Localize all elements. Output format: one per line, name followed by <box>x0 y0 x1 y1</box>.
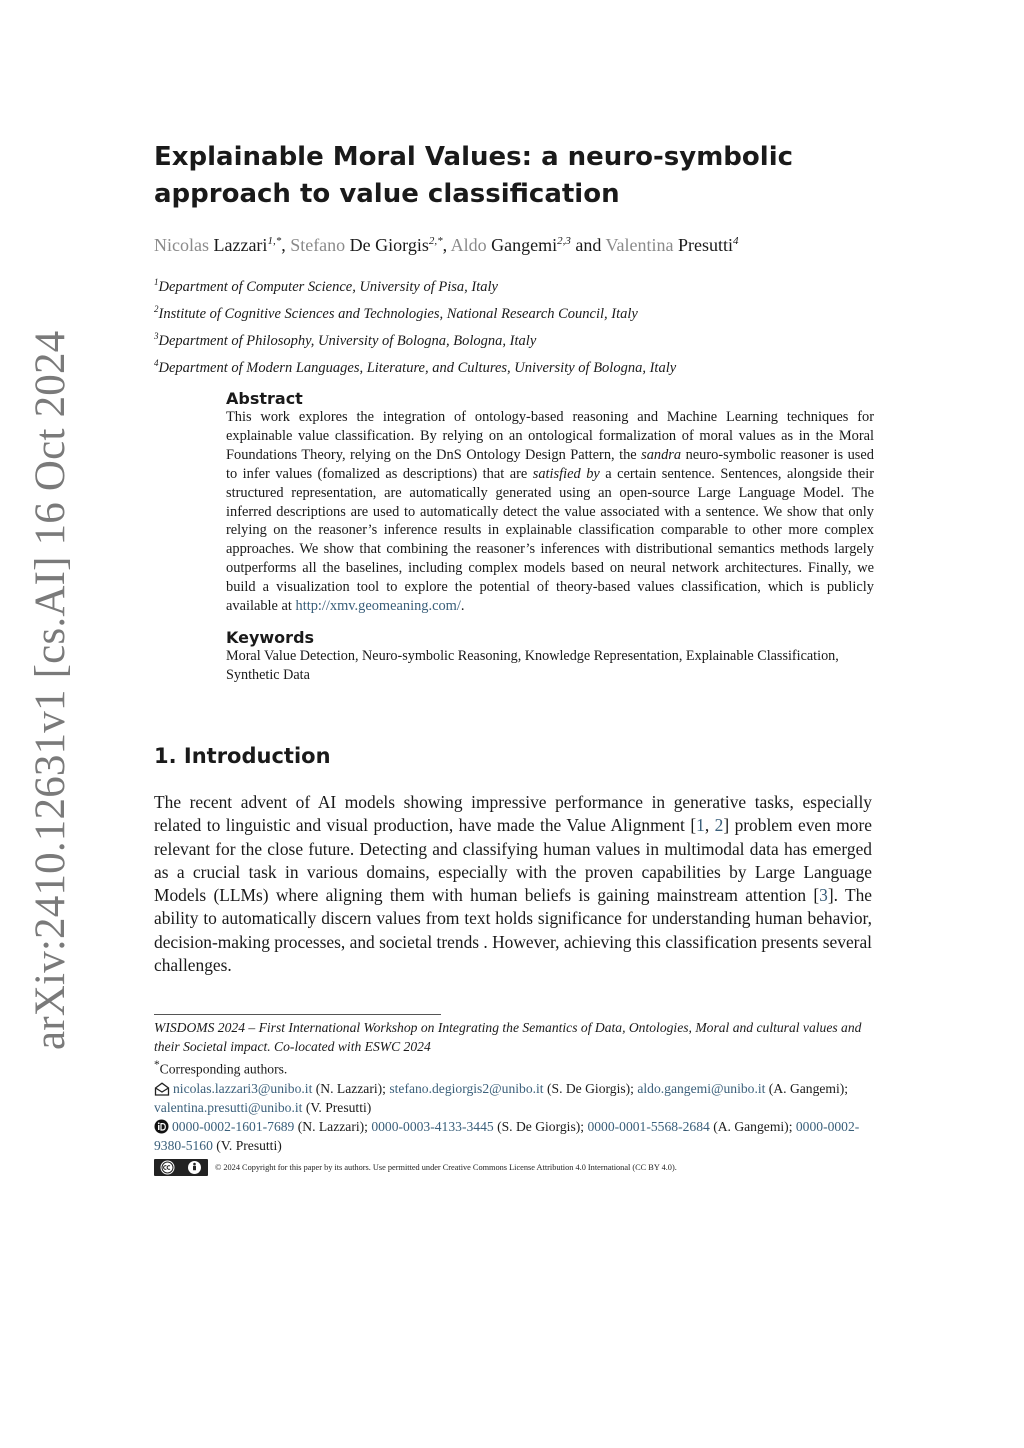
keywords-section <box>226 628 874 685</box>
author-affiliation-mark: 1,* <box>267 235 282 247</box>
affiliation-text: Department of Computer Science, University of Pisa, Italy <box>158 278 498 295</box>
by-icon <box>187 1160 202 1175</box>
affiliation-text: Department of Modern Languages, Literature, and Cultures, University of Bologna, Italy <box>158 360 677 377</box>
author-family-name: Gangemi <box>491 235 558 255</box>
orcid-list <box>154 1117 872 1155</box>
license-row <box>154 1158 872 1177</box>
affiliation-number: 3 <box>154 331 159 342</box>
affiliation-number: 1 <box>154 277 159 287</box>
abstract-body <box>226 408 874 616</box>
footnotes-section <box>154 1018 872 1177</box>
orcid-owner: (V. Presutti) <box>212 1137 282 1153</box>
cc-by-badge <box>154 1159 208 1176</box>
affiliation-2 <box>154 298 914 325</box>
abstract-section <box>226 389 874 616</box>
email-list <box>154 1079 872 1117</box>
author-separator: , <box>281 235 291 255</box>
affiliation-text: Department of Philosophy, University of Bologna, Bologna, Italy <box>158 333 537 350</box>
affiliation-number: 2 <box>154 304 159 315</box>
author-family-name: Presutti <box>678 235 734 255</box>
affiliation-number: 4 <box>154 358 159 369</box>
corresponding-note <box>154 1056 872 1079</box>
citation-link[interactable]: 1 <box>696 815 705 836</box>
orcid-link[interactable]: 0000-0001-5568-2684 <box>587 1118 710 1134</box>
email-link[interactable]: valentina.presutti@unibo.it <box>154 1099 303 1115</box>
citation-link[interactable]: 3 <box>819 885 828 906</box>
introduction-body <box>154 791 872 977</box>
author-2 <box>290 235 442 255</box>
cc-icon <box>160 1160 175 1175</box>
affiliation-4 <box>154 352 914 379</box>
email-owner: (N. Lazzari); <box>312 1080 390 1096</box>
arxiv-identifier: arXiv:2410.12631v1 [cs.AI] 16 Oct 2024 <box>27 330 74 1050</box>
license-text: © 2024 Copyright for this paper by its authors. Use permitted under Creative Commons License Attribution 4.0 International (CC BY 4.0). <box>215 1162 677 1172</box>
author-3 <box>451 235 571 255</box>
abstract-text-part: This work explores the integration of ontology-based reasoning and Machine Learning techniques for explainable value classification. By relying on an ontological formalization of moral values as in the Moral Foundations Theory, relying on the DnS Ontology Design Pattern, the <box>226 409 874 463</box>
abstract-text-part: . <box>460 598 465 615</box>
citation-link[interactable]: 2 <box>714 815 724 836</box>
author-family-name: Lazzari <box>213 235 268 255</box>
orcid-link[interactable]: 0000-0002-9380-5160 <box>154 1118 860 1153</box>
affiliation-3 <box>154 325 914 352</box>
email-owner: (S. De Giorgis); <box>543 1080 638 1096</box>
orcid-owner: (N. Lazzari); <box>294 1118 372 1134</box>
footnote-mark: * <box>154 1059 160 1071</box>
intro-text-part: ]. The ability to automatically discern values from text holds significance for understanding human behavior, decision-making processes, and societal trends . However, achieving this classification presents several challenges. <box>154 885 872 976</box>
author-1 <box>154 235 281 255</box>
orcid-icon <box>154 1119 169 1134</box>
author-affiliation-mark: 2,3 <box>557 235 571 247</box>
corresponding-text: Corresponding authors. <box>159 1061 288 1077</box>
email-owner: (A. Gangemi); <box>765 1080 849 1096</box>
author-list <box>154 228 914 258</box>
author-separator: and <box>570 235 606 255</box>
email-link[interactable]: stefano.degiorgis2@unibo.it <box>389 1080 544 1096</box>
orcid-owner: (A. Gangemi); <box>709 1118 796 1134</box>
paper-title: Explainable Moral Values: a neuro-symbolic approach to value classification <box>154 142 794 209</box>
abstract-heading: Abstract <box>226 389 303 408</box>
affiliation-1 <box>154 271 914 298</box>
author-given-name: Aldo <box>450 235 487 255</box>
author-affiliation-mark: 4 <box>733 235 739 247</box>
project-link[interactable]: http://xmv.geomeaning.com/ <box>295 598 461 615</box>
author-affiliation-mark: 2,* <box>428 235 443 247</box>
affiliation-list <box>154 271 914 380</box>
intro-text-part: , <box>704 815 715 836</box>
author-given-name: Nicolas <box>154 235 209 255</box>
email-owner: (V. Presutti) <box>302 1099 372 1115</box>
orcid-owner: (S. De Giorgis); <box>493 1118 588 1134</box>
affiliation-text: Institute of Cognitive Sciences and Technologies, National Research Council, Italy <box>158 305 638 322</box>
abstract-emphasis: sandra <box>641 446 682 463</box>
venue-note: WISDOMS 2024 – First International Workshop on Integrating the Semantics of Data, Ontologies, Moral and cultural values and their Societal impact. Co-located with ESWC 2024 <box>154 1020 862 1054</box>
envelope-icon <box>154 1082 170 1096</box>
author-4 <box>606 235 739 255</box>
abstract-emphasis: satisfied by <box>532 465 600 482</box>
intro-text-part: The recent advent of AI models showing impressive performance in generative tasks, especially related to linguistic and visual production, have made the Value Alignment [ <box>154 792 872 836</box>
orcid-link[interactable]: 0000-0002-1601-7689 <box>172 1118 295 1134</box>
orcid-link[interactable]: 0000-0003-4133-3445 <box>371 1118 494 1134</box>
keywords-body: Moral Value Detection, Neuro-symbolic Reasoning, Knowledge Representation, Explainable Classification, Synthetic Data <box>226 648 839 683</box>
email-link[interactable]: nicolas.lazzari3@unibo.it <box>173 1080 313 1096</box>
introduction-heading: 1. Introduction <box>154 744 331 768</box>
keywords-heading: Keywords <box>226 628 315 647</box>
author-separator: , <box>442 235 451 255</box>
author-given-name: Valentina <box>605 235 674 255</box>
abstract-text-part: neuro-symbolic reasoner is used to infer values (fomalized as descriptions) that are <box>226 446 874 482</box>
author-given-name: Stefano <box>290 235 346 255</box>
intro-text-part: ] problem even more relevant for the close future. Detecting and classifying human values in multimodal data has emerged as a crucial task in various domains, especially with the proven capabilities by Large Language Models (LLMs) where aligning them with human beliefs is gaining mainstream attention [ <box>154 815 872 906</box>
abstract-text-part: a certain sentence. Sentences, alongside their structured representation, are automatically generated using an open-source Large Language Model. The inferred descriptions are used to automatically detect the value associated with a sentence. We show that only relying on the reasoner’s inference results in explainable classification comparable to other more complex approaches. We show that combining the reasoner’s inferences with distributional semantics methods largely outperforms all the baselines, including complex models based on neural network architectures. Finally, we build a visualization tool to explore the potential of theory-based values classification, which is publicly available at <box>226 465 875 615</box>
email-link[interactable]: aldo.gangemi@unibo.it <box>637 1080 766 1096</box>
author-family-name: De Giorgis <box>349 235 429 255</box>
footnote-divider <box>154 1014 441 1015</box>
